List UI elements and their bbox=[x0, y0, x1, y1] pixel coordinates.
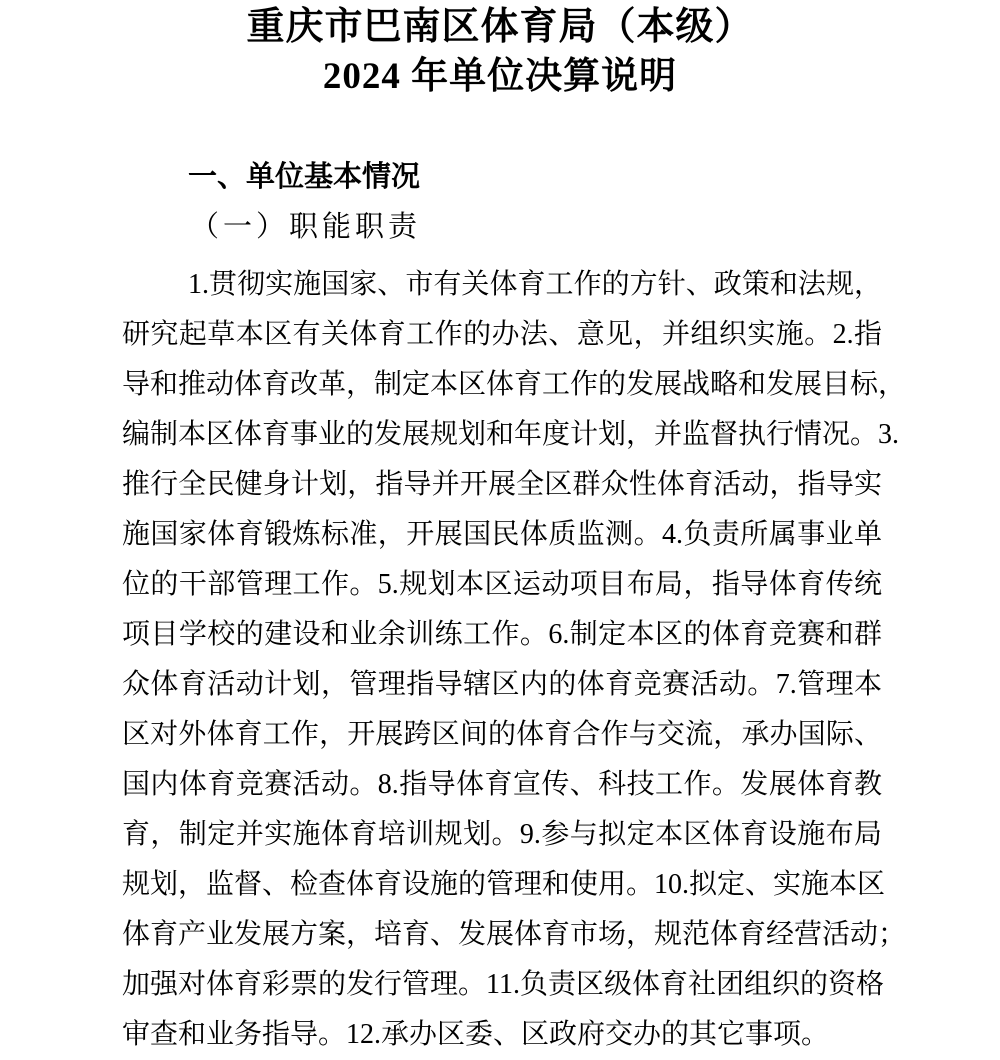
paragraph-line: 编制本区体育事业的发展规划和年度计划，并监督执行情况。3. bbox=[122, 419, 900, 450]
paragraph-line: 施国家体育锻炼标准，开展国民体质监测。4.负责所属事业单 bbox=[122, 519, 882, 550]
paragraph-line: 项目学校的建设和业余训练工作。6.制定本区的体育竞赛和群 bbox=[122, 619, 882, 650]
section-heading-basic-info: 一、单位基本情况 bbox=[188, 161, 421, 193]
paragraph-line: 研究起草本区有关体育工作的办法、意见，并组织实施。2.指 bbox=[122, 319, 882, 350]
paragraph-line: 区对外体育工作，开展跨区间的体育合作与交流，承办国际、 bbox=[122, 719, 882, 750]
document-title bbox=[0, 0, 1000, 102]
paragraph-line: 加强对体育彩票的发行管理。11.负责区级体育社团组织的资格 bbox=[122, 969, 884, 1000]
paragraph-line: 推行全民健身计划，指导并开展全区群众性体育活动，指导实 bbox=[122, 469, 882, 500]
paragraph-line: 体育产业发展方案，培育、发展体育市场，规范体育经营活动； bbox=[122, 919, 907, 950]
paragraph-line: 国内体育竞赛活动。8.指导体育宣传、科技工作。发展体育教 bbox=[122, 769, 882, 800]
paragraph-line: 规划，监督、检查体育设施的管理和使用。10.拟定、实施本区 bbox=[122, 869, 886, 900]
subsection-heading-duties: （一）职能职责 bbox=[190, 211, 422, 243]
paragraph-line: 众体育活动计划，管理指导辖区内的体育竞赛活动。7.管理本 bbox=[122, 669, 882, 700]
document-title-line-1: 重庆市巴南区体育局（本级） bbox=[246, 6, 754, 48]
paragraph-line: 审查和业务指导。12.承办区委、区政府交办的其它事项。 bbox=[122, 1019, 830, 1050]
paragraph-line: 1.贯彻实施国家、市有关体育工作的方针、政策和法规， bbox=[188, 269, 882, 300]
paragraph-line: 导和推动体育改革，制定本区体育工作的发展战略和发展目标， bbox=[122, 369, 907, 400]
document-title-line-2: 2024 年单位决算说明 bbox=[322, 56, 678, 97]
duties-paragraph bbox=[122, 260, 907, 1060]
paragraph-line: 位的干部管理工作。5.规划本区运动项目布局，指导体育传统 bbox=[122, 569, 882, 600]
paragraph-line: 育，制定并实施体育培训规划。9.参与拟定本区体育设施布局 bbox=[122, 819, 882, 850]
